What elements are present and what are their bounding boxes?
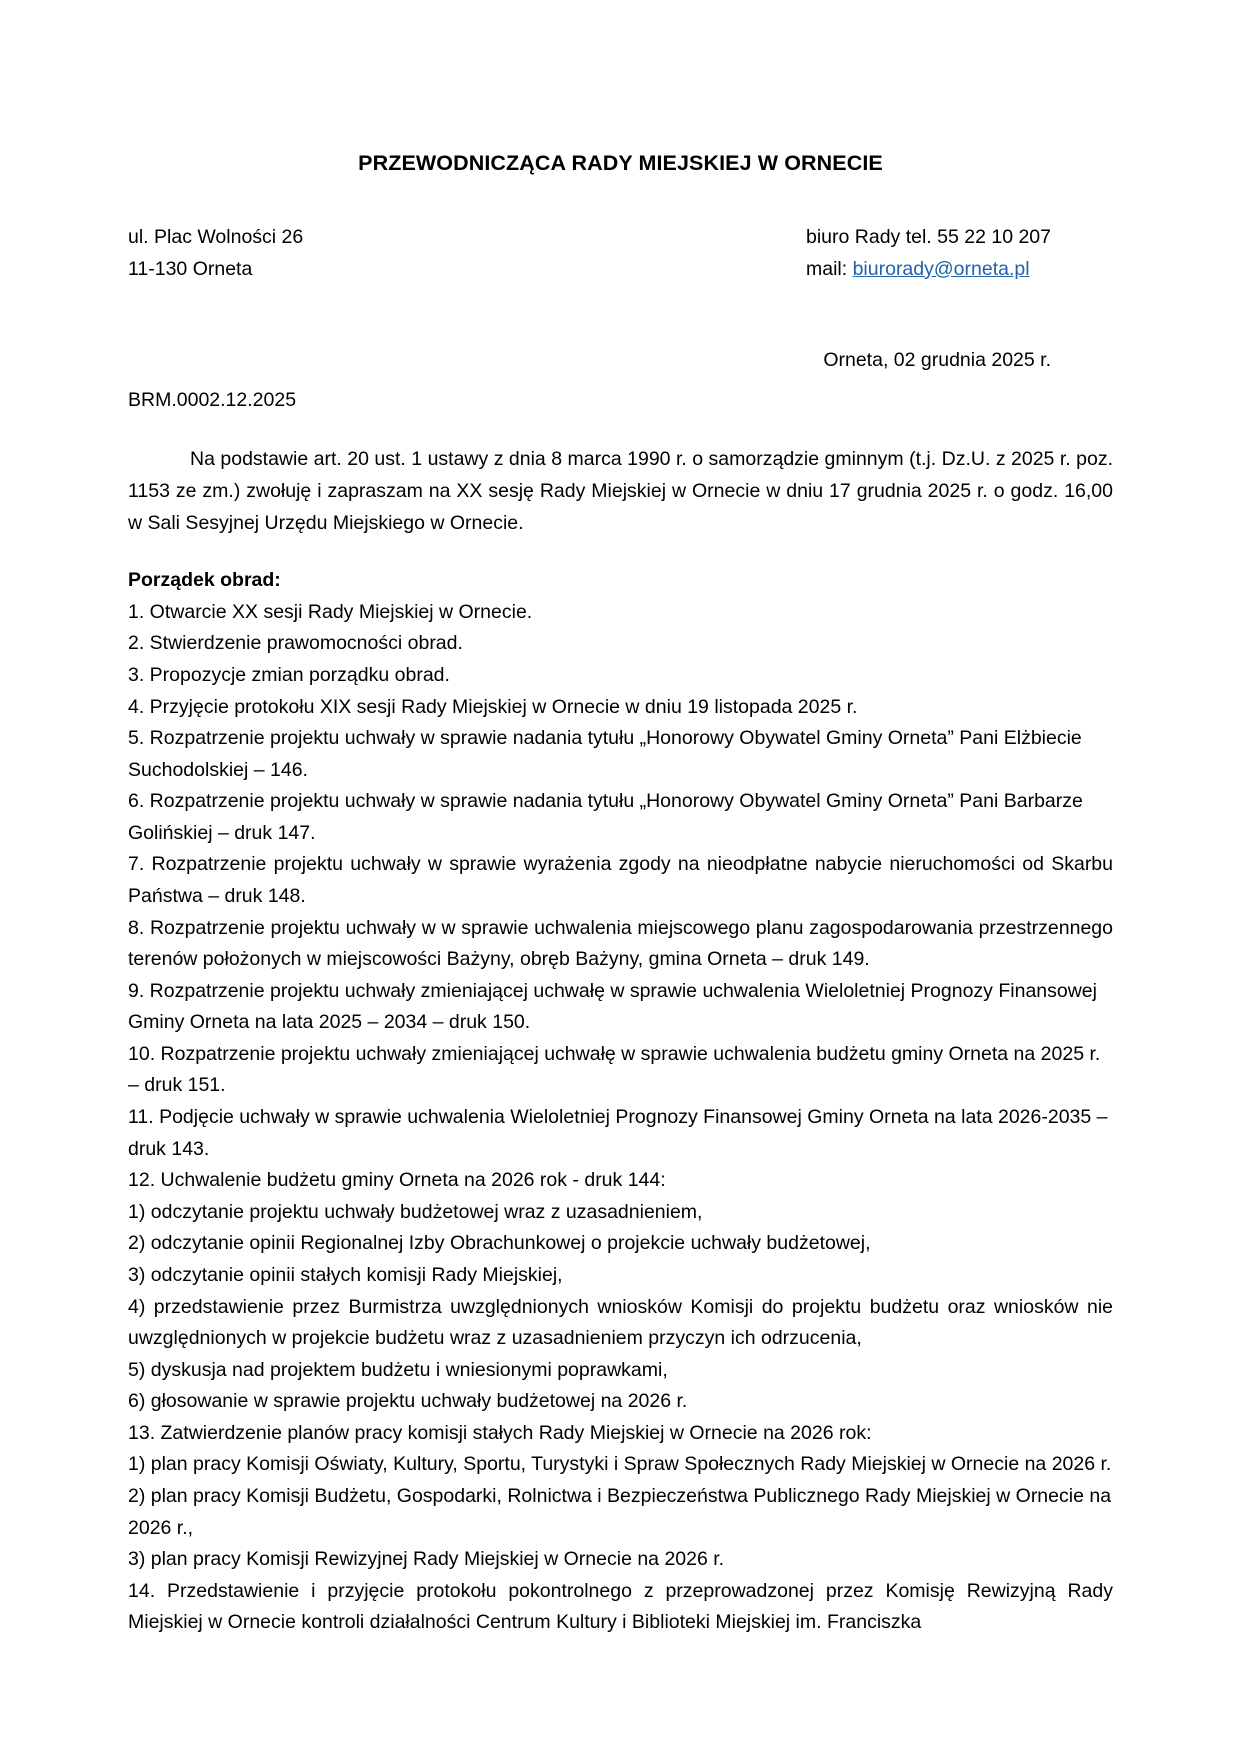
phone-line: biuro Rady tel. 55 22 10 207 [805,225,1051,248]
mail-line [806,254,1051,286]
agenda-item: 3) odczytanie opinii stałych komisji Rady Miejskiej, [128,1263,563,1286]
address-street: ul. Plac Wolności 26 [128,225,304,248]
intro-paragraph: Na podstawie art. 20 ust. 1 ustawy z dnia 8 marca 1990 r. o samorządzie gminnym (t.j. Dz.U. z 2025 r. poz. 1153 ze zm.) zwołuję i zapraszam na XX sesję Rady Miejskiej w Ornecie w dniu 17 grudnia 2025 r. o godz. 16,00 w Sali Sesyjnej Urzędu Miejskiego w Ornecie. [128,448,1113,534]
address-city: 11-130 Orneta [128,257,253,280]
agenda-item: 9. Rozpatrzenie projektu uchwały zmieniającej uchwałę w sprawie uchwalenia Wieloletniej Prognozy Finansowej Gminy Orneta na lata 2025 – 2034 – druk 150. [128,979,1097,1034]
agenda-heading: Porządek obrad: [128,569,281,592]
email-link[interactable]: biurorady@orneta.pl [852,257,1030,280]
agenda-item: 3) plan pracy Komisji Rewizyjnej Rady Miejskiej w Ornecie na 2026 r. [128,1548,725,1571]
agenda-item: 3. Propozycje zmian porządku obrad. [128,663,450,686]
agenda-item: 4) przedstawienie przez Burmistrza uwzględnionych wniosków Komisji do projektu budżetu oraz wniosków nie uwzględnionych w projekcie budżetu wraz z uzasadnieniem przyczyn ich odrzucenia, [128,1295,1113,1350]
agenda-item: 1. Otwarcie XX sesji Rady Miejskiej w Ornecie. [128,600,533,623]
agenda-item: 5. Rozpatrzenie projektu uchwały w sprawie nadania tytułu „Honorowy Obywatel Gminy Orneta” Pani Elżbiecie Suchodolskiej – 146. [128,727,1082,781]
contact-details [806,222,1051,285]
agenda-item: 8. Rozpatrzenie projektu uchwały w w sprawie uchwalenia miejscowego planu zagospodarowania przestrzennego terenów położonych w miejscowości Bażyny, obręb Bażyny, gmina Orneta – druk 149. [128,916,1113,971]
mail-label: mail: [805,257,853,280]
agenda-item: 7. Rozpatrzenie projektu uchwały w sprawie wyrażenia zgody na nieodpłatne nabycie nieruchomości od Skarbu Państwa – druk 148. [128,853,1113,907]
agenda-item: 2. Stwierdzenie prawomocności obrad. [128,632,463,655]
agenda-item: 13. Zatwierdzenie planów pracy komisji stałych Rady Miejskiej w Ornecie na 2026 rok: [128,1421,872,1444]
page-title: PRZEWODNICZĄCA RADY MIEJSKIEJ W ORNECIE [358,151,883,175]
reference-number: BRM.0002.12.2025 [128,389,297,412]
place-and-date: Orneta, 02 grudnia 2025 r. [823,349,1051,372]
agenda-item: 2) plan pracy Komisji Budżetu, Gospodarki, Rolnictwa i Bezpieczeństwa Publicznego Rady Miejskiej w Ornecie na 2026 r., [128,1484,1112,1539]
agenda-item: 1) odczytanie projektu uchwały budżetowej wraz z uzasadnieniem, [128,1200,703,1223]
agenda-list [128,597,1113,1639]
agenda-item: 12. Uchwalenie budżetu gminy Orneta na 2026 rok - druk 144: [128,1169,666,1192]
agenda-item: 2) odczytanie opinii Regionalnej Izby Obrachunkowej o projekcie uchwały budżetowej, [128,1232,871,1255]
agenda-item: 4. Przyjęcie protokołu XIX sesji Rady Miejskiej w Ornecie w dniu 19 listopada 2025 r. [128,695,858,718]
contact-block [128,222,1113,285]
agenda-item: 5) dyskusja nad projektem budżetu i wniesionymi poprawkami, [128,1358,668,1381]
agenda-item: 11. Podjęcie uchwały w sprawie uchwalenia Wieloletniej Prognozy Finansowej Gminy Orneta na lata 2026-2035 – druk 143. [128,1106,1108,1160]
agenda-item: 14. Przedstawienie i przyjęcie protokołu pokontrolnego z przeprowadzonej przez Komisję Rewizyjną Rady Miejskiej w Ornecie kontroli działalności Centrum Kultury i Biblioteki Miejskiej im. Franciszka [128,1579,1113,1634]
agenda-item: 1) plan pracy Komisji Oświaty, Kultury, Sportu, Turystyki i Spraw Społecznych Rady Miejskiej w Ornecie na 2026 r. [128,1453,1112,1476]
agenda-item: 10. Rozpatrzenie projektu uchwały zmieniającej uchwałę w sprawie uchwalenia budżetu gminy Orneta na 2025 r. – druk 151. [128,1042,1101,1097]
sender-address [128,222,303,285]
agenda-item: 6) głosowanie w sprawie projektu uchwały budżetowej na 2026 r. [128,1390,688,1413]
agenda-item: 6. Rozpatrzenie projektu uchwały w sprawie nadania tytułu „Honorowy Obywatel Gminy Orneta” Pani Barbarze Golińskiej – druk 147. [128,790,1083,844]
